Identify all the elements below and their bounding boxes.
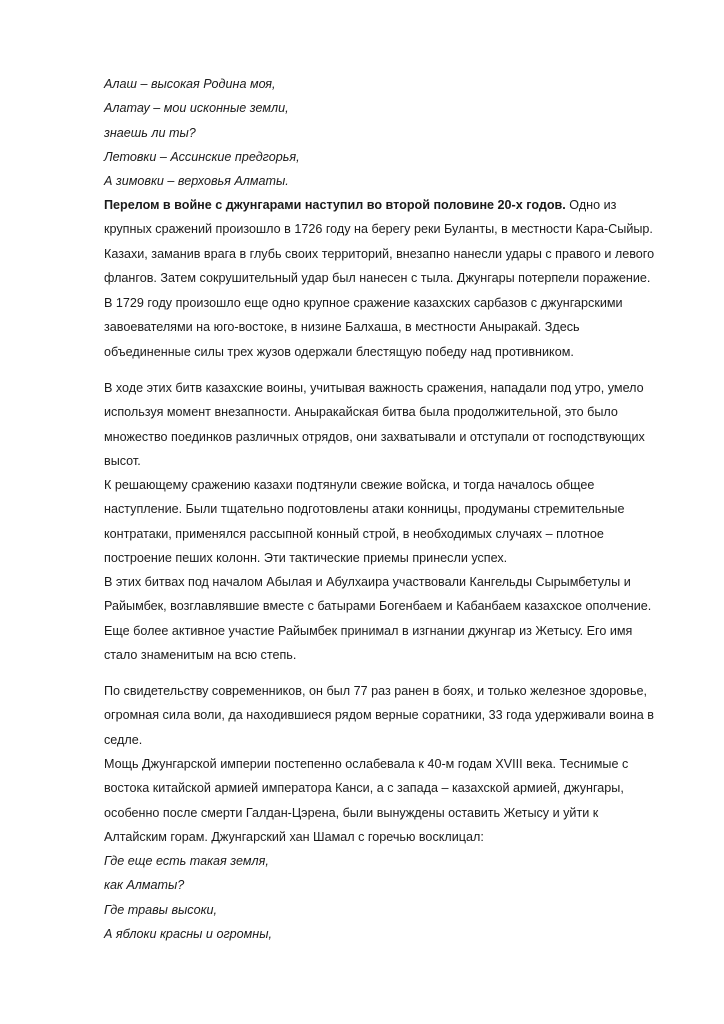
paragraph-raiymbek (104, 679, 654, 752)
paragraph-line: востока китайской армией императора Канси, а с запада – казахской армией, джунгары, (104, 781, 624, 796)
paragraph-line: завоевателями на юго-востоке, в низине Балхаша, в местности Аныракай. Здесь (104, 320, 580, 335)
paragraph-line: Райымбек, возглавлявшие вместе с батырами Богенбаем и Кабанбаем казахское ополчение. (104, 599, 652, 614)
poem-line: Летовки – Ассинские предгорья, (104, 149, 300, 164)
opening-poem (104, 72, 300, 193)
paragraph-line: К решающему сражению казахи подтянули свежие войска, и тогда началось общее (104, 478, 595, 492)
paragraph-offensive (104, 473, 624, 570)
paragraph-turning-point (104, 193, 654, 290)
paragraph-line: По свидетельству современников, он был 77 раз ранен в боях, и только железное здоровье, (104, 684, 648, 698)
paragraph-line: В ходе этих битв казахские воины, учитывая важность сражения, нападали под утро, умело (104, 381, 644, 395)
poem-line: Алатау – мои исконные земли, (104, 101, 289, 116)
poem-line: А яблоки красны и огромны, (104, 926, 272, 941)
paragraph-line: особенно после смерти Галдан-Цэрена, были вынуждены оставить Жетысу и уйти к (104, 805, 599, 820)
paragraph-line: Перелом в войне с джунгарами наступил во второй половине 20-х годов. Одно из (104, 198, 617, 212)
paragraph-line: построение пеших колонн. Эти тактические приемы принесли успех. (104, 550, 508, 565)
paragraph-leaders (104, 570, 651, 667)
paragraph-anyrakay (104, 291, 623, 364)
paragraph-dzungar-decline (104, 752, 628, 849)
paragraph-line: Казахи, заманив врага в глубь своих территорий, внезапно нанесли удары с правого и левого (104, 246, 655, 261)
paragraph-line: стало знаменитым на всю степь. (104, 647, 297, 662)
paragraph-battles (104, 376, 645, 473)
poem-line: знаешь ли ты? (104, 125, 196, 140)
poem-line: Где еще есть такая земля, (104, 854, 269, 868)
paragraph-line: Мощь Джунгарской империи постепенно ослабевала к 40-м годам XVIII века. Теснимые с (104, 757, 629, 771)
paragraph-line: объединенные силы трех жузов одержали блестящую победу над противником. (104, 344, 574, 359)
bold-lead: Перелом в войне с джунгарами наступил во второй половине 20-х годов. (104, 198, 566, 212)
paragraph-line: Алтайским горам. Джунгарский хан Шамал с горечью восклицал: (104, 829, 484, 844)
paragraph-line: Еще более активное участие Райымбек принимал в изгнании джунгар из Жетысу. Его имя (104, 623, 633, 638)
paragraph-line: седле. (104, 732, 143, 747)
paragraph-line: используя момент внезапности. Аныракайская битва была продолжительной, это было (104, 405, 618, 420)
poem-line: Где травы высоки, (104, 902, 218, 917)
paragraph-line: множество поединков различных отрядов, они захватывали и отступали от господствующих (104, 429, 645, 444)
paragraph-line: огромная сила воли, да находившиеся рядом верные соратники, 33 года удерживали воина в (104, 708, 654, 723)
paragraph-line: наступление. Были тщательно подготовлены атаки конницы, продуманы стремительные (104, 502, 625, 517)
paragraph-line: крупных сражений произошло в 1726 году на берегу реки Буланты, в местности Кара-Сыйыр. (104, 222, 653, 237)
paragraph-line: В этих битвах под началом Абылая и Абулхаира участвовали Кангельды Сырымбетулы и (104, 575, 631, 589)
paragraph-line: высот. (104, 453, 141, 468)
poem-line: как Алматы? (104, 878, 185, 893)
closing-poem (104, 849, 272, 946)
poem-line: А зимовки – верховья Алматы. (104, 174, 289, 189)
paragraph-line: контратаки, применялся рассыпной конный строй, в необходимых случаях – плотное (104, 526, 604, 541)
paragraph-line: флангов. Затем сокрушительный удар был нанесен с тыла. Джунгары потерпели поражение. (104, 270, 651, 285)
paragraph-line: В 1729 году произошло еще одно крупное сражение казахских сарбазов с джунгарскими (104, 296, 623, 310)
poem-line: Алаш – высокая Родина моя, (104, 77, 276, 91)
